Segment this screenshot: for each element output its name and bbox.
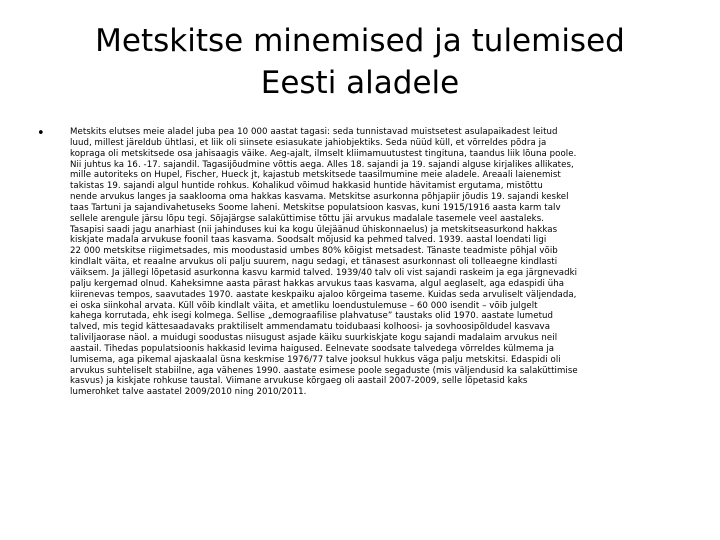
bullet-item xyxy=(36,127,684,487)
text-line: Tasapisi saadi jagu anarhiast (nii jahinduses kui ka kogu ülejäänud ühiskonnaelus) ja metskitseasurkond hakkas xyxy=(70,224,558,235)
text-line: kasvus) ja kiskjate rohkuse taustal. Viimane arvukuse kõrgaeg oli aastail 2007-2009, selle lõpetasid kaks xyxy=(70,376,528,387)
text-line: kahega korrutada, ehk isegi kolmega. Sellise „demograafilise plahvatuse” taustaks olid 1970. aastate lumetud xyxy=(70,311,554,322)
text-line: 22 000 metskitse riigimetsades, mis moodustasid umbes 80% kõigist metsadest. Tänaste teadmiste põhjal võib xyxy=(70,246,558,257)
text-line: taas Tartuni ja sajandivahetuseks Soome laheni. Metskitse populatsioon kasvas, kuni 1915/1916 aasta karm talv xyxy=(70,202,561,213)
text-line: väiksem. Ja jällegi lõpetasid asurkonna kasvu karmid talved. 1939/40 talv oli vist sajandi raskeim ja ega järgnevadki xyxy=(70,267,578,278)
text-line: arvukus suhteliselt stabiilne, aga vähenes 1990. aastate esimese poole segaduste (mis väljendusid ka salaküttimise xyxy=(70,365,578,376)
bullet-icon: • xyxy=(37,126,45,141)
slide-title xyxy=(40,20,680,104)
text-line: kopraga oli metskitsede osa jahisaagis väike. Aeg-ajalt, ilmselt kliimamuutustest tingituna, taandus liik lõuna poole. xyxy=(70,148,577,159)
text-line: lumerohket talve aastatel 2009/2010 ning 2010/2011. xyxy=(70,387,307,398)
text-line: ei oska siinkohal arvata. Küll võib kindlalt väita, et ametliku loendustulemuse – 60 000 isendit – võib julgelt xyxy=(70,300,538,311)
text-line: takistas 19. sajandi algul huntide rohkus. Kohalikud võimud hakkasid huntide hävitamist ergutama, mistõttu xyxy=(70,181,543,192)
text-line: kindlalt väita, et reaalne arvukus oli palju suurem, nagu sedagi, et tänasest asurkonnast oli tolleaegne kindlasti xyxy=(70,257,558,268)
text-line: kiirenevas tempos, saavutades 1970. aastate keskpaiku ajaloo kõrgeima taseme. Kuidas seda arvuliselt väljendada, xyxy=(70,289,577,300)
text-line: palju kergemad olnud. Kaheksimne aasta pärast hakkas arvukus taas kasvama, algul aeglaselt, aga edaspidi üha xyxy=(70,278,565,289)
text-line: kiskjate madala arvukuse foonil taas kasvama. Soodsalt mõjusid ka pehmed talved. 1939. aastal loendati ligi xyxy=(70,235,547,246)
slide-title-line-1: Metskitse minemised ja tulemised xyxy=(95,23,625,59)
text-line: mille autoriteks on Hupel, Fischer, Hueck jt, kajastub metskitsede taasilmumine meie aladele. Areaali laienemist xyxy=(70,170,561,181)
bullet-text xyxy=(70,127,681,398)
text-line: talved, mis tegid kättesaadavaks praktiliselt ammendamatu toidubaasi kolhoosi- ja sovhoosipõldudel kasvava xyxy=(70,322,551,333)
text-line: lumisema, aga pikemal ajaskaalal üsna keskmise 1976/77 talve jooksul hukkus väga palju metskitsi. Edaspidi oli xyxy=(70,354,561,365)
slide-title-line-2: Eesti aladele xyxy=(260,65,460,101)
text-line: sellele arengule järsu lõpu tegi. Sõjajärgse salaküttimise tõttu jäi arvukus madalale tasemele veel aastaleks. xyxy=(70,213,545,224)
text-line: aastail. Tihedas populatsioonis hakkasid levima haigused. Eelnevate soodsate talvedega võrreldes külmema ja xyxy=(70,343,555,354)
text-line: Nii juhtus ka 16. -17. sajandil. Tagasijõudmine võttis aega. Alles 18. sajandi ja 19. sajandi alguse kirjalikes allikates, xyxy=(70,159,574,170)
text-line: luud, millest järeldub ühtlasi, et liik oli siinsete esiasukate jahiobjektiks. Seda nüüd küll, et võrreldes põdra ja xyxy=(70,137,547,148)
text-line: Metskits elutses meie aladel juba pea 10 000 aastat tagasi: seda tunnistavad muistsetest asulapaikadest leitud xyxy=(70,127,558,137)
text-line: taliviljaorase näol. a muidugi soodustas niisugust asjade käiku suurkiskjate kogu sajandi madalaim arvukus neil xyxy=(70,333,558,344)
text-line: nende arvukus langes ja saaklooma oma hakkas kasvama. Metskitse asurkonna põhjapiir jõudis 19. sajandi keskel xyxy=(70,192,569,203)
